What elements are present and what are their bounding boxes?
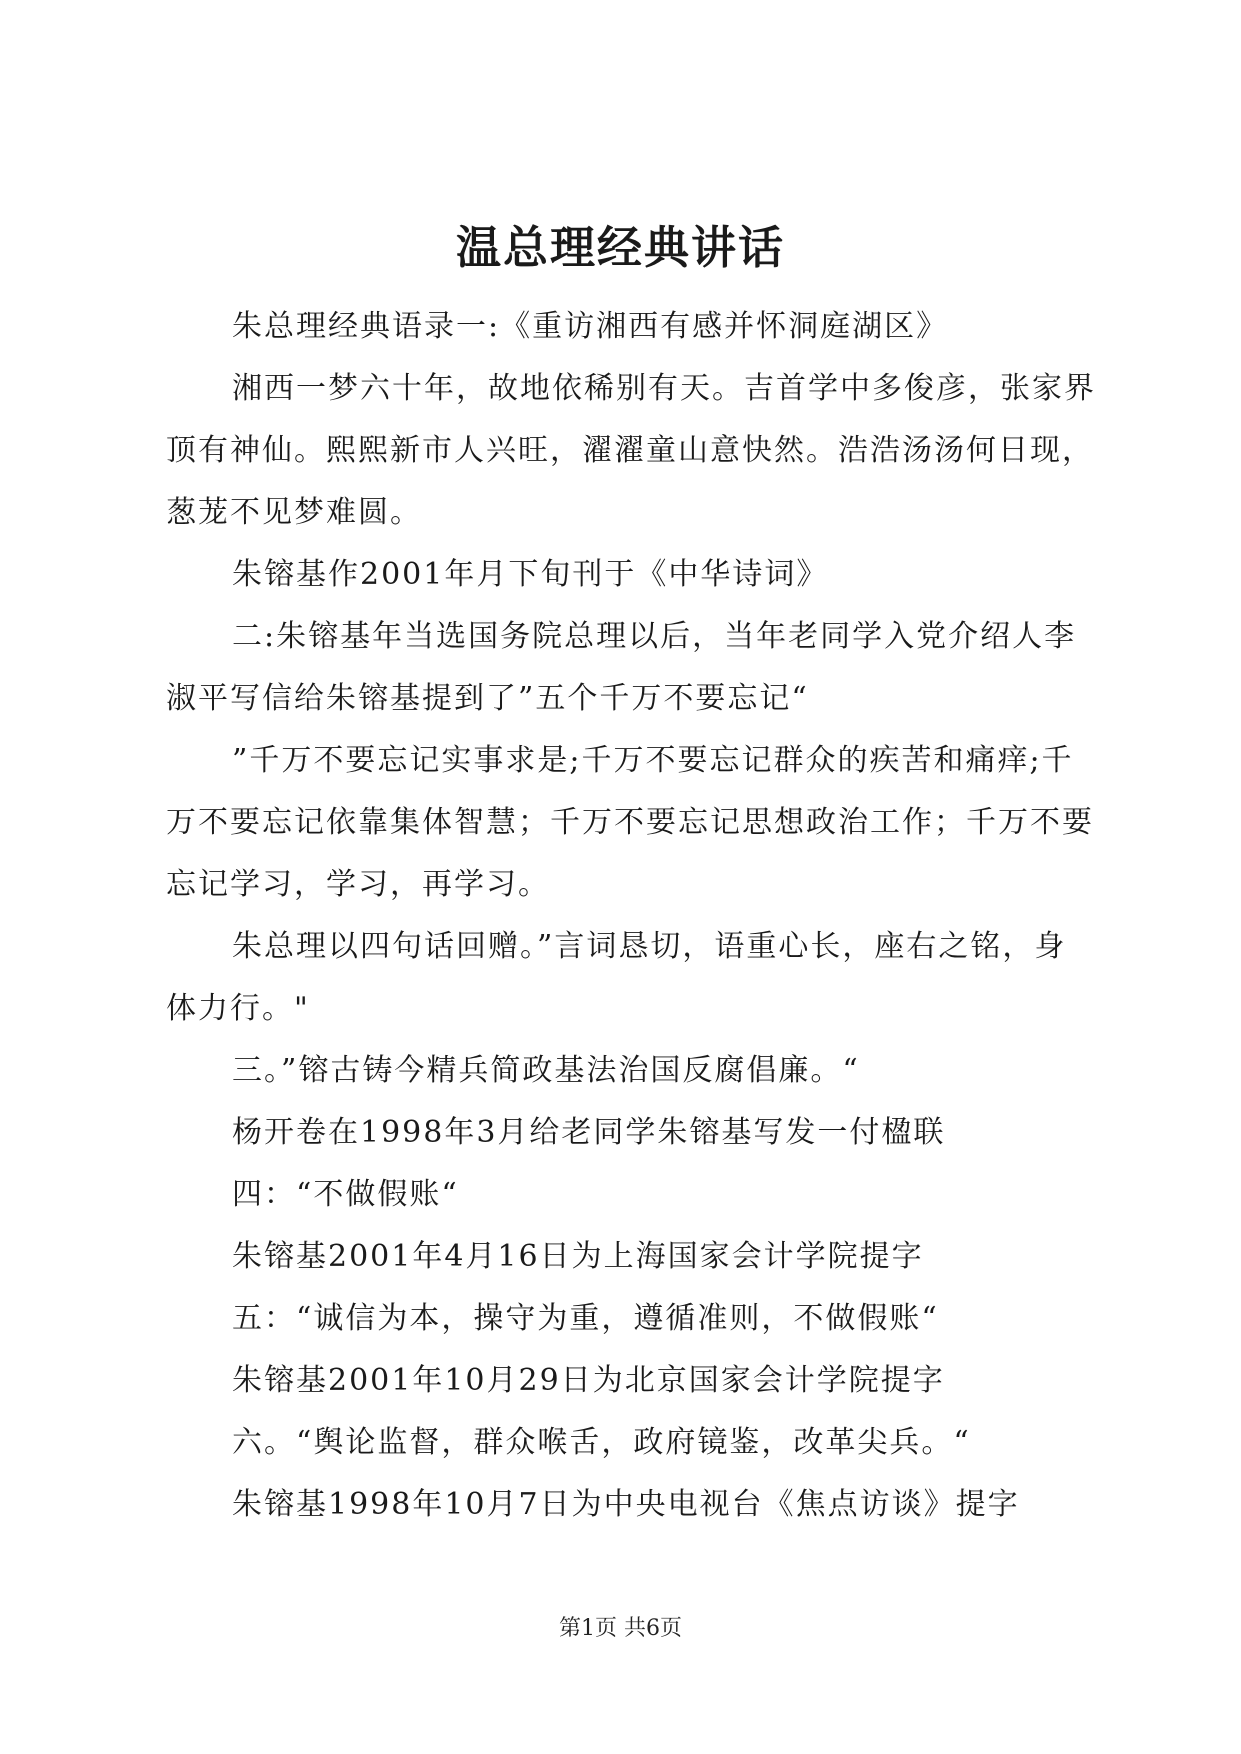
paragraph: ”千万不要忘记实事求是;千万不要忘记群众的疾苦和痛痒;千万不要忘记依靠集体智慧；千万不要忘记思想政治工作；千万不要忘记学习，学习，再学习。 [166, 743, 1094, 902]
paragraph: 朱镕基作2001年月下旬刊于《中华诗词》 [232, 557, 829, 592]
paragraph: 二:朱镕基年当选国务院总理以后，当年老同学入党介绍人李淑平写信给朱镕基提到了”五个千万不要忘记“ [166, 619, 1077, 716]
paragraph: 三。”镕古铸今精兵简政基法治国反腐倡廉。“ [232, 1053, 860, 1088]
paragraph: 朱总理经典语录一:《重访湘西有感并怀洞庭湖区》 [232, 309, 949, 344]
paragraph: 四：“不做假账“ [232, 1177, 459, 1212]
page-footer: 第1页 共6页 [559, 1616, 682, 1641]
paragraph: 五：“诚信为本，操守为重，遵循准则，不做假账“ [232, 1301, 939, 1336]
paragraph: 湘西一梦六十年，故地依稀别有天。吉首学中多俊彦，张家界顶有神仙。熙熙新市人兴旺，濯濯童山意快然。浩浩汤汤何日现，葱茏不见梦难圆。 [166, 371, 1096, 530]
paragraph: 朱镕基1998年10月7日为中央电视台《焦点访谈》提字 [232, 1487, 1020, 1522]
document-title: 温总理经典讲话 [455, 221, 785, 274]
paragraph: 朱总理以四句话回赠。”言词恳切，语重心长，座右之铭，身体力行。" [166, 929, 1067, 1026]
paragraph: 朱镕基2001年10月29日为北京国家会计学院提字 [232, 1363, 945, 1398]
paragraph: 杨开卷在1998年3月给老同学朱镕基写发一付楹联 [232, 1115, 946, 1150]
paragraph: 六。“舆论监督，群众喉舌，政府镜鉴，改革尖兵。“ [232, 1425, 971, 1460]
paragraph: 朱镕基2001年4月16日为上海国家会计学院提字 [232, 1239, 924, 1274]
document-body [166, 296, 1096, 1536]
